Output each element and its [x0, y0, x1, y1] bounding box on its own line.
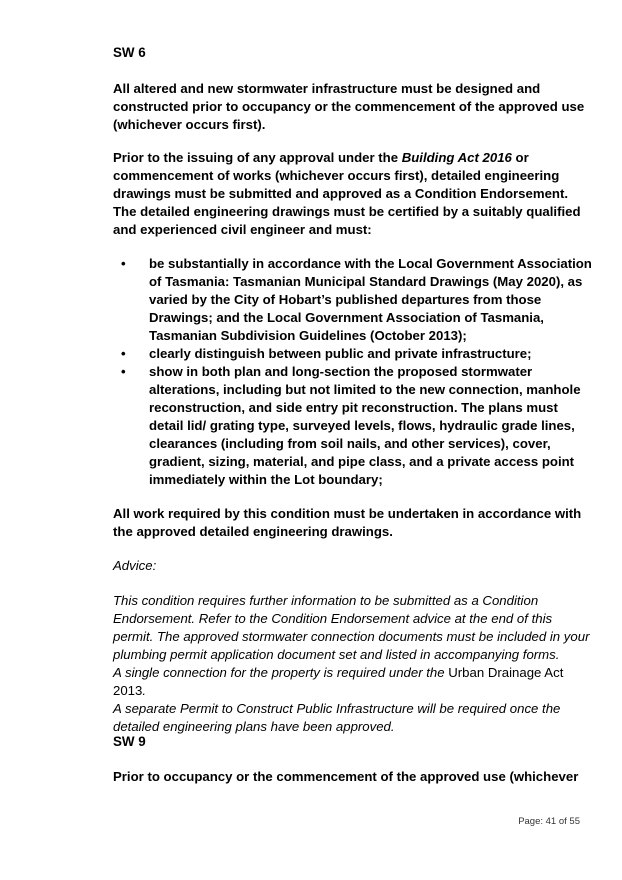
paragraph-prior-to-approval [113, 149, 593, 239]
bullet-icon: • [121, 364, 126, 379]
section-heading-sw6: SW 6 [113, 45, 146, 60]
paragraph-work-required: All work required by this condition must be undertaken in accordance with the approved detailed engineering drawings. [113, 506, 582, 539]
list-item [113, 345, 593, 363]
list-item [113, 255, 593, 345]
list-item-text: clearly distinguish between public and private infrastructure; [149, 346, 532, 361]
requirements-list [113, 255, 593, 489]
para2-post: or commencement of works (whichever occurs first), detailed engineering drawings must be submitted and approved as a Condition Endorsement. The detailed engineering drawings must be certified by a suitably qualified and experienced civil engineer and must: [113, 150, 581, 237]
bullet-icon: • [121, 256, 126, 271]
section-heading-sw9: SW 9 [113, 734, 146, 749]
paragraph-prior-to-occupancy: Prior to occupancy or the commencement of the approved use (whichever [113, 769, 579, 784]
list-item [113, 363, 593, 489]
advice-paragraph [113, 592, 593, 736]
list-item-text: be substantially in accordance with the Local Government Association of Tasmania: Tasmanian Municipal Standard Drawings (May 2020), as varied by the City of Hobart’s published departures from those Drawings; and the Local Government Association of Tasmania, Tasmanian Subdivision Guidelines (October 2013); [149, 256, 592, 343]
list-item-text: show in both plan and long-section the proposed stormwater alterations, including but not limited to the new connection, manhole reconstruction, and side entry pit reconstruction. The plans must detail lid/ grating type, surveyed levels, flows, hydraulic grade lines, clearances (including from soil nails, and other services), cover, gradient, sizing, material, and pipe class, and a private access point immediately within the Lot boundary; [149, 364, 581, 487]
advice-permit-to-construct: A separate Permit to Construct Public Infrastructure will be required once the detailed engineering plans have been approved. [113, 701, 561, 734]
urban-drainage-act-title: Urban Drainage Act 2013 [113, 665, 564, 698]
bullet-icon: • [121, 346, 126, 361]
advice-condition-endorsement: This condition requires further information to be submitted as a Condition Endorsement. Refer to the Condition Endorsement advice at the end of this permit. The approved stormwater connection documents must be included in your plumbing permit application document set and listed in accompanying forms. [113, 593, 590, 662]
para2-pre: Prior to the issuing of any approval under the [113, 150, 402, 165]
advice-label: Advice: [113, 558, 157, 573]
page-number: Page: 41 of 55 [518, 816, 580, 827]
advice-single-connection: A single connection for the property is required under the Urban Drainage Act 2013. [113, 665, 564, 698]
building-act-title: Building Act 2016 [401, 150, 512, 165]
paragraph-altered-infrastructure: All altered and new stormwater infrastructure must be designed and constructed prior to occupancy or the commencement of the approved use (whichever occurs first). [113, 81, 585, 132]
